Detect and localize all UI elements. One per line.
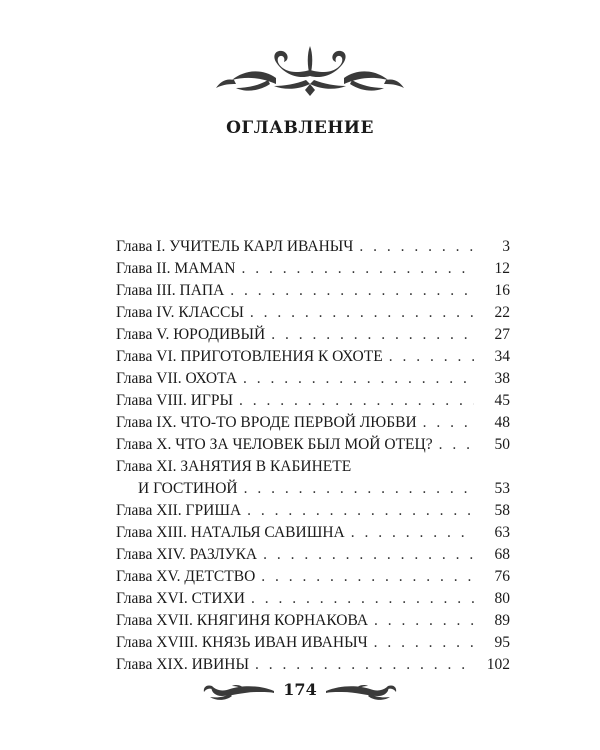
toc-entry-page: 80 bbox=[494, 590, 510, 607]
toc-entry[interactable] bbox=[116, 522, 510, 544]
toc-entry-title: Глава XII. ГРИША bbox=[116, 502, 242, 519]
dot-leader bbox=[271, 324, 474, 346]
toc-entry[interactable] bbox=[116, 368, 510, 390]
toc-entry-page: 45 bbox=[494, 392, 510, 409]
dot-leader bbox=[230, 280, 474, 302]
toc-entry-title: Глава XIV. РАЗЛУКА bbox=[116, 546, 258, 563]
toc-entry[interactable] bbox=[116, 390, 510, 412]
dot-leader bbox=[239, 390, 474, 412]
toc-entry-title: Глава XIII. НАТАЛЬЯ САВИШНА bbox=[116, 524, 345, 541]
toc-entry[interactable] bbox=[116, 456, 510, 500]
toc-entry[interactable] bbox=[116, 566, 510, 588]
toc-entry-title: Глава V. ЮРОДИВЫЙ bbox=[116, 326, 266, 343]
toc-entry-page: 102 bbox=[486, 656, 510, 673]
toc-entry[interactable] bbox=[116, 346, 510, 368]
toc-entry-title: Глава XVIII. КНЯЗЬ ИВАН ИВАНЫЧ bbox=[116, 634, 368, 651]
dot-leader bbox=[351, 522, 474, 544]
dot-leader bbox=[389, 346, 474, 368]
table-of-contents bbox=[116, 236, 510, 676]
toc-entry-page: 16 bbox=[494, 282, 510, 299]
toc-entry-title: Глава XV. ДЕТСТВО bbox=[116, 568, 256, 585]
toc-entry-title: Глава VI. ПРИГОТОВЛЕНИЯ К ОХОТЕ bbox=[116, 348, 383, 365]
toc-entry-title: Глава IV. КЛАССЫ bbox=[116, 304, 244, 321]
toc-entry-title: Глава III. ПАПА bbox=[116, 282, 225, 299]
toc-entry-page: 27 bbox=[494, 326, 510, 343]
toc-entry[interactable] bbox=[116, 258, 510, 280]
toc-entry-title: Глава XVI. СТИХИ bbox=[116, 590, 245, 607]
dot-leader bbox=[242, 258, 475, 280]
page-number bbox=[202, 680, 398, 699]
toc-entry-title: Глава VII. ОХОТА bbox=[116, 370, 238, 387]
dot-leader bbox=[244, 478, 474, 500]
dot-leader bbox=[243, 368, 474, 390]
toc-entry[interactable] bbox=[116, 610, 510, 632]
toc-entry-page: 34 bbox=[494, 348, 510, 365]
toc-entry[interactable] bbox=[116, 236, 510, 258]
toc-entry-page: 63 bbox=[494, 524, 510, 541]
toc-entry[interactable] bbox=[116, 412, 510, 434]
toc-entry-title: Глава IX. ЧТО-ТО ВРОДЕ ПЕРВОЙ ЛЮБВИ bbox=[116, 414, 417, 431]
dot-leader bbox=[261, 566, 474, 588]
dot-leader bbox=[263, 544, 474, 566]
toc-entry[interactable] bbox=[116, 434, 510, 456]
dot-leader bbox=[359, 236, 474, 258]
toc-entry-page: 58 bbox=[494, 502, 510, 519]
dot-leader bbox=[247, 500, 474, 522]
dot-leader bbox=[423, 412, 474, 434]
toc-entry[interactable] bbox=[116, 588, 510, 610]
toc-entry-title: Глава XI. ЗАНЯТИЯ В КАБИНЕТЕ bbox=[116, 458, 352, 475]
dot-leader bbox=[255, 654, 474, 676]
top-flourish-ornament-icon bbox=[214, 44, 406, 96]
toc-entry-title: Глава I. УЧИТЕЛЬ КАРЛ ИВАНЫЧ bbox=[116, 238, 354, 255]
toc-entry-title: Глава II. MAMAN bbox=[116, 260, 236, 277]
dot-leader bbox=[251, 588, 474, 610]
page-footer bbox=[202, 676, 398, 706]
toc-entry-continuation-line bbox=[116, 478, 510, 500]
toc-entry[interactable] bbox=[116, 280, 510, 302]
toc-entry-title: Глава XIX. ИВИНЫ bbox=[116, 656, 250, 673]
toc-entry-page: 3 bbox=[502, 238, 510, 255]
toc-entry-title-continuation: И ГОСТИНОЙ bbox=[138, 480, 238, 497]
toc-entry[interactable] bbox=[116, 632, 510, 654]
toc-entry-page: 76 bbox=[494, 568, 510, 585]
toc-entry[interactable] bbox=[116, 654, 510, 676]
toc-entry-page: 50 bbox=[494, 436, 510, 453]
toc-entry-page: 12 bbox=[494, 260, 510, 277]
toc-entry-page: 22 bbox=[494, 304, 510, 321]
toc-entry-title: Глава XVII. КНЯГИНЯ КОРНАКОВА bbox=[116, 612, 369, 629]
toc-entry-first-line bbox=[116, 456, 510, 478]
page-number-text: 174 bbox=[277, 680, 322, 699]
toc-entry-page: 89 bbox=[494, 612, 510, 629]
toc-entry[interactable] bbox=[116, 500, 510, 522]
dot-leader bbox=[439, 434, 474, 456]
toc-entry-page: 53 bbox=[494, 480, 510, 497]
dot-leader bbox=[374, 610, 474, 632]
toc-entry-page: 68 bbox=[494, 546, 510, 563]
toc-entry-title: Глава VIII. ИГРЫ bbox=[116, 392, 233, 409]
page-title: ОГЛАВЛЕНИЕ bbox=[226, 118, 374, 138]
toc-entry-page: 38 bbox=[494, 370, 510, 387]
toc-entry-page: 48 bbox=[494, 414, 510, 431]
dot-leader bbox=[374, 632, 474, 654]
dot-leader bbox=[250, 302, 474, 324]
toc-entry[interactable] bbox=[116, 302, 510, 324]
toc-entry[interactable] bbox=[116, 544, 510, 566]
toc-entry-title: Глава X. ЧТО ЗА ЧЕЛОВЕК БЫЛ МОЙ ОТЕЦ? bbox=[116, 436, 433, 453]
toc-entry-page: 95 bbox=[494, 634, 510, 651]
toc-entry[interactable] bbox=[116, 324, 510, 346]
